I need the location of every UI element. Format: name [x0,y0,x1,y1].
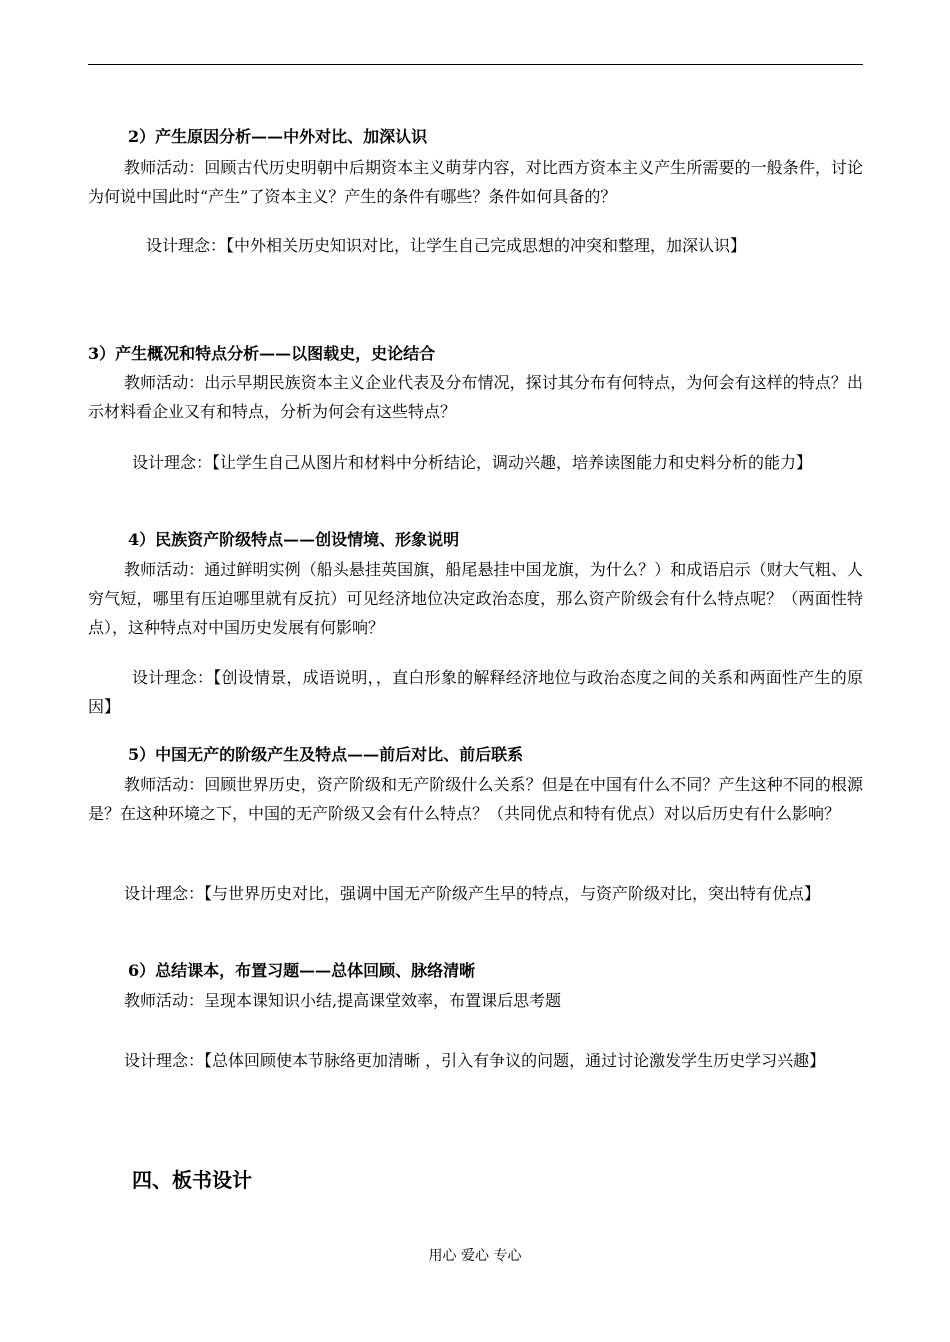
section-3-heading: 3）产生概况和特点分析——以图载史，史论结合 [88,344,436,363]
section-4-heading: 4）民族资产阶级特点——创设情境、形象说明 [128,530,460,549]
section-3-activity: 教师活动：出示早期民族资本主义企业代表及分布情况，探讨其分布有何特点，为何会有这样的特点？出示材料看企业又有和特点，分析为何会有这些特点？ [88,373,863,421]
board-design-heading: 四、板书设计 [132,1168,252,1192]
section-6-heading: 6）总结课本，布置习题——总体回顾、脉络清晰 [128,961,476,980]
section-4-activity: 教师活动：通过鲜明实例（船头悬挂英国旗，船尾悬挂中国龙旗，为什么？）和成语启示（财大气粗、人穷气短，哪里有压迫哪里就有反抗）可见经济地位决定政治态度，那么资产阶级会有什么特点呢？（两面性特点），这种特点对中国历史发展有何影响？ [88,560,863,637]
section-4-design: 设计理念：【创设情景，成语说明，，直白形象的解释经济地位与政治态度之间的关系和两面性产生的原因】 [88,668,863,716]
section-2-design: 设计理念：【中外相关历史知识对比，让学生自己完成思想的冲突和整理，加深认识】 [146,236,747,255]
section-5-heading: 5）中国无产的阶级产生及特点——前后对比、前后联系 [128,745,524,764]
section-6-activity: 教师活动：呈现本课知识小结,提高课堂效率，布置课后思考题 [124,991,562,1010]
section-5-activity: 教师活动：回顾世界历史，资产阶级和无产阶级什么关系？但是在中国有什么不同？产生这种不同的根源是？在这种环境之下，中国的无产阶级又会有什么特点？（共同优点和特有优点）对以后历史有什么影响？ [88,775,863,823]
header-rule [88,64,863,65]
section-2-heading: 2）产生原因分析——中外对比、加深认识 [128,127,428,146]
section-5-design: 设计理念：【与世界历史对比，强调中国无产阶级产生早的特点，与资产阶级对比，突出特有优点】 [124,884,821,903]
page-footer: 用心 爱心 专心 [428,1248,522,1264]
section-6-design: 设计理念：【总体回顾使本节脉络更加清晰 ，引入有争议的问题，通过讨论激发学生历史学习兴趣】 [124,1051,826,1070]
section-3-design: 设计理念：【让学生自己从图片和材料中分析结论，调动兴趣，培养读图能力和史料分析的能力】 [132,453,813,472]
section-2-activity: 教师活动：回顾古代历史明朝中后期资本主义萌芽内容，对比西方资本主义产生所需要的一般条件，讨论为何说中国此时“产生”了资本主义？产生的条件有哪些？条件如何具备的？ [88,158,863,206]
